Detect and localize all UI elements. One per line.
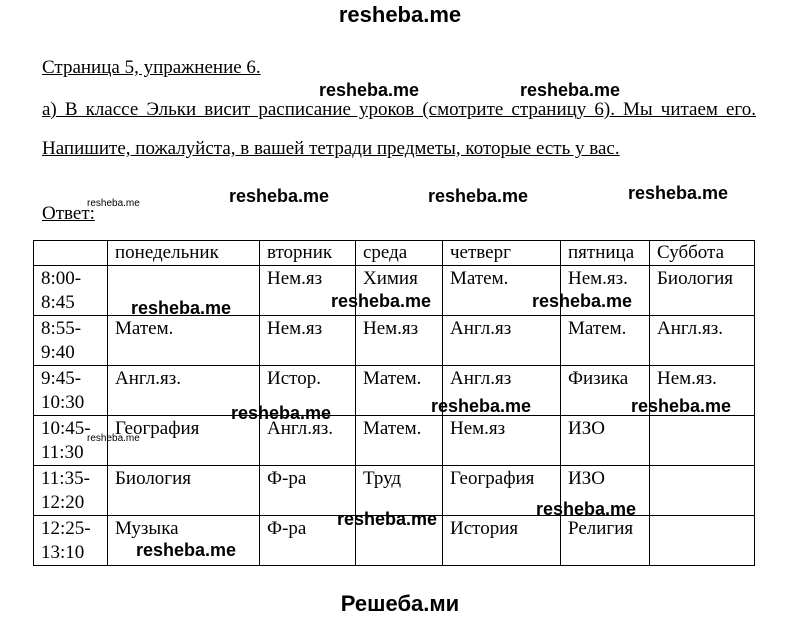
table-cell: Нем.яз (260, 266, 356, 316)
time-end: 11:30 (41, 442, 84, 463)
table-cell: Матем. (356, 366, 443, 416)
header-cell-wednesday: среда (356, 241, 443, 266)
header-cell-thursday: четверг (443, 241, 561, 266)
table-cell: Ф-ра (260, 466, 356, 516)
answer-label: Ответ: (42, 203, 95, 224)
exercise-heading: Страница 5, упражнение 6. (42, 57, 261, 78)
watermark: resheba.me (136, 540, 237, 560)
table-cell: Ф-ра (260, 516, 356, 566)
watermark: resheba.me (87, 198, 140, 209)
time-start: 9:45- (41, 368, 82, 389)
watermark: resheba.me (431, 396, 532, 416)
time-cell (34, 516, 108, 566)
watermark: resheba.me (231, 403, 332, 423)
table-cell: Матем. (561, 316, 650, 366)
table-cell: География (108, 416, 260, 466)
table-cell: Биология (650, 266, 755, 316)
watermark: resheba.me (536, 499, 637, 519)
table-cell: Англ.яз. (650, 316, 755, 366)
time-cell (34, 266, 108, 316)
table-cell: Нем.яз (443, 416, 561, 466)
header-cell-corner (34, 241, 108, 266)
table-cell: Англ.яз (443, 316, 561, 366)
table-cell: ИЗО (561, 416, 650, 466)
table-cell: История (443, 516, 561, 566)
table-cell: Музыка (108, 516, 260, 566)
table-cell: Истор. (260, 366, 356, 416)
time-end: 8:45 (41, 292, 75, 313)
time-cell (34, 466, 108, 516)
table-cell: География (443, 466, 561, 516)
table-cell: Матем. (108, 316, 260, 366)
time-start: 12:25- (41, 518, 91, 539)
header-cell-monday: понедельник (108, 241, 260, 266)
watermark: resheba.me (428, 186, 529, 206)
table-cell: Нем.яз. (561, 266, 650, 316)
watermark: resheba.me (628, 183, 729, 203)
time-cell (34, 366, 108, 416)
table-row (34, 466, 755, 516)
header-cell-friday: пятница (561, 241, 650, 266)
time-start: 8:00- (41, 268, 82, 289)
task-text: а) В классе Эльки висит расписание уроков (смотрите страницу 6). Мы читаем его. Напишите, пожалуйста, в вашей тетради предметы, которые есть у вас. (42, 99, 756, 159)
table-cell (650, 466, 755, 516)
time-end: 12:20 (41, 492, 85, 513)
site-title: resheba.me (338, 2, 462, 27)
table-cell: Химия (356, 266, 443, 316)
watermark: resheba.me (87, 433, 140, 444)
table-cell: Религия (561, 516, 650, 566)
table-cell: Англ.яз. (108, 366, 260, 416)
time-start: 10:45- (41, 418, 91, 439)
watermark: resheba.me (229, 186, 330, 206)
table-cell: Англ.яз. (260, 416, 356, 466)
table-cell: Нем.яз (260, 316, 356, 366)
table-header-row (34, 241, 755, 266)
table-cell: Биология (108, 466, 260, 516)
watermark: resheba.me (631, 396, 732, 416)
table-cell: Матем. (356, 416, 443, 466)
header-cell-tuesday: вторник (260, 241, 356, 266)
watermark: resheba.me (319, 80, 420, 100)
table-row (34, 316, 755, 366)
time-start: 11:35- (41, 468, 90, 489)
table-row (34, 416, 755, 466)
time-start: 8:55- (41, 318, 82, 339)
footer-title: Решеба.ми (340, 591, 460, 616)
table-cell (650, 516, 755, 566)
header-cell-saturday: Суббота (650, 241, 755, 266)
table-cell: Труд (356, 466, 443, 516)
watermark: resheba.me (520, 80, 621, 100)
time-end: 13:10 (41, 542, 85, 563)
time-cell (34, 316, 108, 366)
table-cell: ИЗО (561, 466, 650, 516)
table-cell: Нем.яз. (650, 366, 755, 416)
watermark: resheba.me (131, 298, 232, 318)
watermark: resheba.me (532, 291, 633, 311)
table-cell: Физика (561, 366, 650, 416)
watermark: resheba.me (337, 509, 438, 529)
time-end: 10:30 (41, 392, 85, 413)
table-cell: Матем. (443, 266, 561, 316)
table-cell: Нем.яз (356, 316, 443, 366)
watermark: resheba.me (331, 291, 432, 311)
table-cell: Англ.яз (443, 366, 561, 416)
table-cell (650, 416, 755, 466)
time-end: 9:40 (41, 342, 75, 363)
